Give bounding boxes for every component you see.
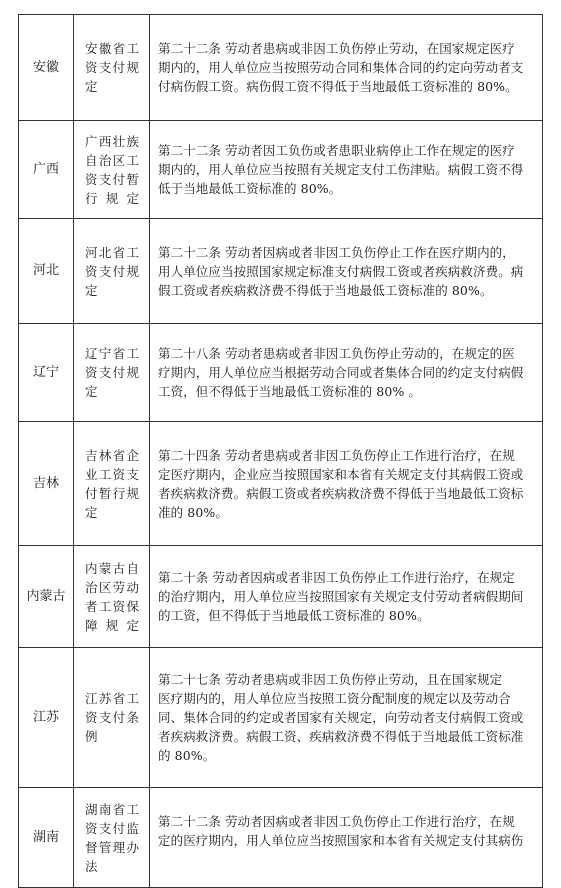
table-row: [19, 324, 543, 422]
clause-line: 期内的，用人单位应当按照有关规定支付工伤津贴。病假工资不得: [158, 162, 524, 177]
clause-line: 低于当地最低工资标准的 80%。: [158, 181, 342, 196]
clause-line: 的治疗期内，用人单位应当按照国家有关规定支付劳动者病假期间: [158, 589, 524, 604]
regulation-name-line: 督管理办: [85, 839, 140, 855]
clause-text-cell: [150, 422, 543, 546]
regulation-name-line: 定: [85, 79, 99, 94]
regulation-name-line: 辽宁省工: [85, 346, 140, 361]
regulation-name-cell: [74, 15, 150, 121]
clause-line: 用人单位应当按照国家规定标准支付病假工资或者疾病救济费。病: [158, 263, 524, 279]
regulation-name-line: 吉林省企: [85, 447, 140, 463]
regulation-name-line: 资支付监: [85, 820, 140, 836]
regulation-name-line: 定: [85, 282, 99, 298]
regulation-table: [18, 14, 543, 888]
clause-line: 的 80%。: [158, 748, 216, 763]
regulation-name-line: 治区劳动: [85, 579, 140, 595]
regulation-name-cell: [74, 121, 150, 219]
regulation-name-line: 者工资保: [85, 598, 140, 614]
table-row: [19, 546, 543, 648]
regulation-name-line: 广西壮族: [85, 133, 140, 149]
regulation-name-line: 例: [85, 729, 99, 744]
regulation-name-line: 障规定: [85, 617, 140, 633]
regulation-name-line: 安徽省工: [85, 41, 140, 56]
regulation-name-line: 内蒙古自: [85, 560, 140, 576]
clause-line: 医疗期内的，用人单位应当按照工资分配制度的规定以及劳动合: [158, 691, 511, 706]
region-cell: 内蒙古: [19, 546, 74, 648]
regulation-name-cell: [74, 422, 150, 546]
regulation-name-cell: [74, 648, 150, 788]
region-cell: 湖南: [19, 788, 74, 888]
clause-line: 第二十二条 劳动者因病或者非因工负伤停止工作进行治疗，在规: [158, 814, 515, 829]
region-cell: 江苏: [19, 648, 74, 788]
table-row: [19, 648, 543, 788]
clause-text-cell: [150, 324, 543, 422]
regulation-name-line: 法: [85, 858, 99, 874]
clause-line: 第二十条 劳动者因病或者非因工负伤停止工作进行治疗，在规定: [158, 570, 515, 585]
table-row: [19, 422, 543, 546]
clause-line: 第二十七条 劳动者患病或非因工负伤停止劳动，且在国家规定: [158, 672, 503, 687]
clause-line: 付病伤假工资。病伤假工资不得低于当地最低工资标准的 80%。: [158, 79, 518, 94]
clause-line: 疗期内，用人单位应当根据劳动合同或者集体合同的约定支付病假: [158, 365, 524, 380]
table-row: [19, 121, 543, 219]
regulation-name-line: 湖南省工: [85, 801, 140, 817]
clause-text-cell: [150, 15, 543, 121]
clause-line: 者疾病救济费。病假工资或者疾病救济费不得低于当地最低工资标: [158, 485, 524, 501]
clause-line: 第二十二条 劳动者因病或者非因工负伤停止工作在医疗期内的，: [158, 244, 515, 260]
table-row: [19, 15, 543, 121]
regulation-name-line: 付暂行规: [85, 485, 140, 501]
regulation-name-cell: [74, 324, 150, 422]
region-cell: 河北: [19, 219, 74, 324]
regulation-name-line: 资支付规: [85, 263, 140, 279]
clause-text-cell: [150, 788, 543, 888]
region-cell: 广西: [19, 121, 74, 219]
clause-line: 工资，但不得低于当地最低工资标准的 80% 。: [158, 384, 422, 399]
regulation-name-line: 定: [85, 504, 99, 520]
clause-line: 同、集体合同的约定或者国家有关规定，向劳动者支付病假工资或: [158, 710, 524, 725]
regulation-name-line: 自治区工: [85, 152, 140, 168]
region-cell: 吉林: [19, 422, 74, 546]
region-cell: 辽宁: [19, 324, 74, 422]
clause-text-cell: [150, 219, 543, 324]
regulation-name-cell: [74, 219, 150, 324]
regulation-name-line: 资支付条: [85, 710, 140, 725]
clause-line: 准的 80%。: [158, 504, 228, 520]
clause-line: 定的医疗期内，用人单位应当按照国家和本省有关规定支付其病伤: [158, 833, 524, 848]
regulation-name-line: 行规定: [85, 190, 140, 206]
regulation-name-line: 定: [85, 384, 99, 399]
clause-line: 期内的，用人单位应当按照劳动合同和集体合同的约定向劳动者支: [158, 60, 524, 75]
regulation-name-cell: [74, 788, 150, 888]
clause-line: 第二十四条 劳动者患病或者非因工负伤停止工作进行治疗，在规: [158, 447, 515, 463]
clause-line: 第二十八条 劳动者患病或者非因工负伤停止劳动的，在规定的医: [158, 346, 515, 361]
regulation-name-line: 资支付规: [85, 60, 140, 75]
clause-line: 者疾病救济费。病假工资、疾病救济费不得低于当地最低工资标准: [158, 729, 524, 744]
clause-line: 第二十二条 劳动者因工负伤或者患职业病停止工作在规定的医疗: [158, 143, 515, 158]
regulation-name-line: 河北省工: [85, 244, 140, 260]
clause-text-cell: [150, 648, 543, 788]
regulation-name-cell: [74, 546, 150, 648]
clause-text-cell: [150, 546, 543, 648]
regulation-name-line: 业工资支: [85, 466, 140, 482]
table-row: [19, 219, 543, 324]
clause-text-cell: [150, 121, 543, 219]
clause-line: 第二十二条 劳动者患病或非因工负伤停止劳动，在国家规定医疗: [158, 41, 515, 56]
regulation-name-line: 资支付暂: [85, 171, 140, 187]
regulation-name-line: 资支付规: [85, 365, 140, 380]
clause-line: 定医疗期内，企业应当按照国家和本省有关规定支付其病假工资或: [158, 466, 524, 482]
regulation-name-line: 江苏省工: [85, 691, 140, 706]
clause-line: 的工资，但不得低于当地最低工资标准的 80%。: [158, 608, 430, 623]
table-row: [19, 788, 543, 888]
region-cell: 安徽: [19, 15, 74, 121]
clause-line: 假工资或者疾病救济费不得低于当地最低工资标准的 80%。: [158, 282, 493, 298]
